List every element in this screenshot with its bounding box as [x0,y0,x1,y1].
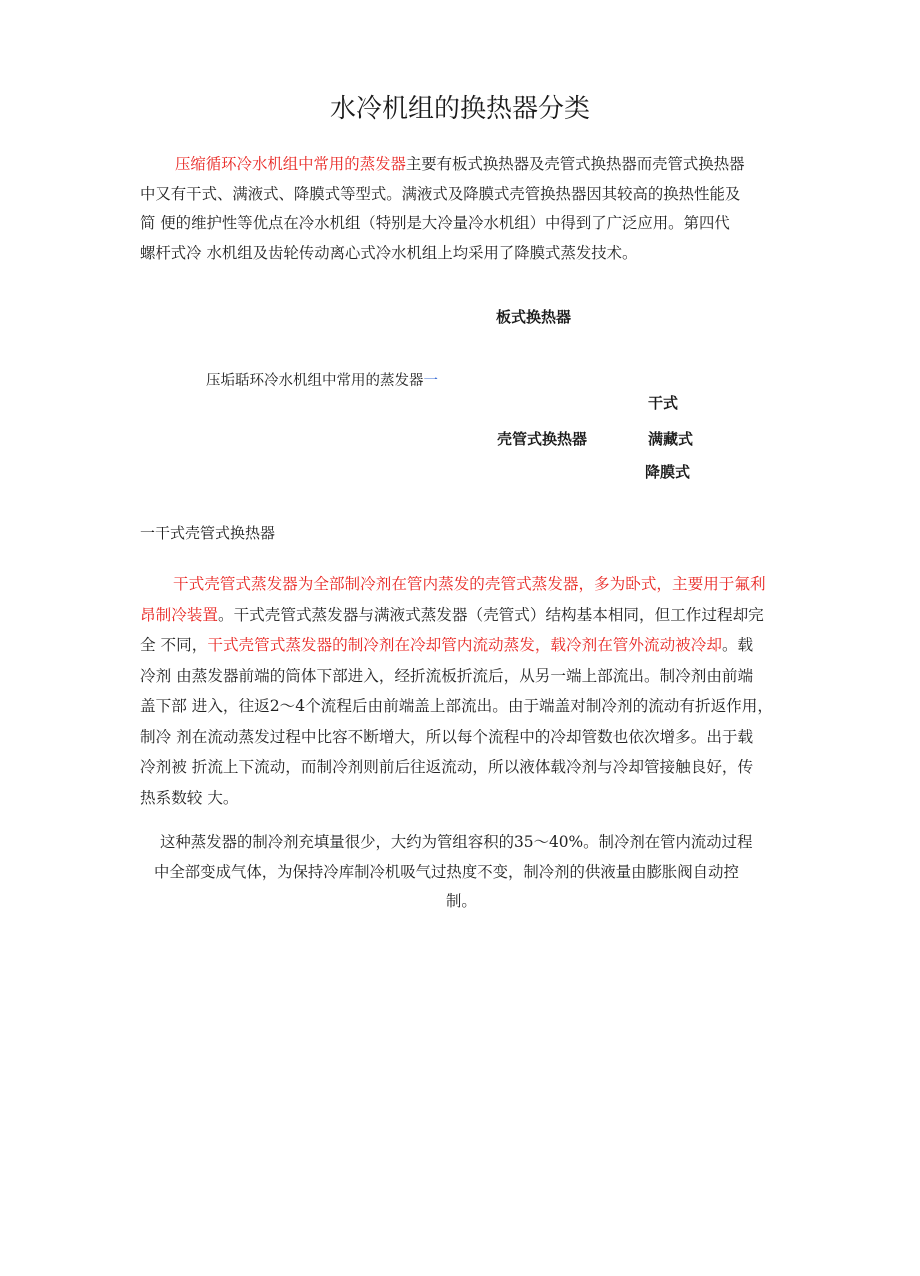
charge-paragraph [140,828,790,917]
diagram-branch-plate: 板式换热器 [496,308,572,326]
diagram-root-dash: 一 [423,373,438,389]
p3-line1: 这种蒸发器的制冷剂充填量很少，大约为管组容积的35～40%。制冷剂在管内流动过程 [160,833,753,851]
diagram-branch-shell-tube: 壳管式换热器 [497,430,588,448]
intro-line4: 螺杆式冷 水机组及齿轮传动离心式冷水机组上均采用了降膜式蒸发技术。 [140,243,638,262]
p2-line8: 热系数较 大。 [140,788,239,807]
p2-line4: 冷剂 由蒸发器前端的筒体下部进入，经折流板折流后，从另一端上部流出。制冷剂由前端 [140,666,754,685]
intro-line3: 简 便的维护性等优点在冷水机组（特别是大冷量冷水机组）中得到了广泛应用。第四代 [140,214,730,232]
section-heading: 一干式壳管式换热器 [140,524,276,542]
intro-red-text: 压缩循环冷水机组中常用的蒸发器 [175,155,406,173]
p2-line2-rest: 。干式壳管式蒸发器与满液式蒸发器（壳管式）结构基本相同，但工作过程却完 [217,605,764,624]
p2-line3-start: 全 不同， [140,636,208,654]
p2-line6: 制冷 剂在流动蒸发过程中比容不断增大，所以每个流程中的冷却管数也依次增多。出于载 [140,727,754,746]
diagram-root [206,369,438,390]
p2-line1: 干式壳管式蒸发器为全部制冷剂在管内蒸发的壳管式蒸发器，多为卧式，主要用于氟利 [173,575,766,593]
intro-line2: 中又有干式、满液式、降膜式等型式。满液式及降膜式壳管换热器因其较高的换热性能及 [140,184,741,203]
p2-line3-red: 干式壳管式蒸发器的制冷剂在冷却管内流动蒸发，载冷剂在管外流动被冷却 [207,636,722,654]
diagram-sub-dry: 干式 [648,394,679,412]
dry-evaporator-paragraph [140,569,800,813]
p2-line7: 冷剂被 折流上下流动，而制冷剂则前后往返流动，所以液体载冷剂与冷却管接触良好，传 [140,758,754,776]
p2-line3-end: 。载 [721,636,754,654]
p2-line2-red: 昂制冷装置 [140,605,218,624]
page-title: 水冷机组的换热器分类 [329,94,590,124]
p2-line5: 盖下部 进入，往返2～4个流程后由前端盖上部流出。由于端盖对制冷剂的流动有折返作用， [140,697,773,715]
p3-line2: 中全部变成气体，为保持冷库制冷机吸气过热度不变，制冷剂的供液量由膨胀阀自动控 [154,862,739,881]
diagram-root-label: 压垢聒环冷水机组中常用的蒸发器 [206,373,424,389]
intro-paragraph [140,150,790,268]
p3-line3: 制。 [446,892,477,910]
diagram-sub-flooded: 满藏式 [648,430,694,448]
diagram-sub-falling-film: 降膜式 [645,463,691,481]
intro-line1-rest: 主要有板式换热器及壳管式换热器而壳管式换热器 [405,155,745,173]
